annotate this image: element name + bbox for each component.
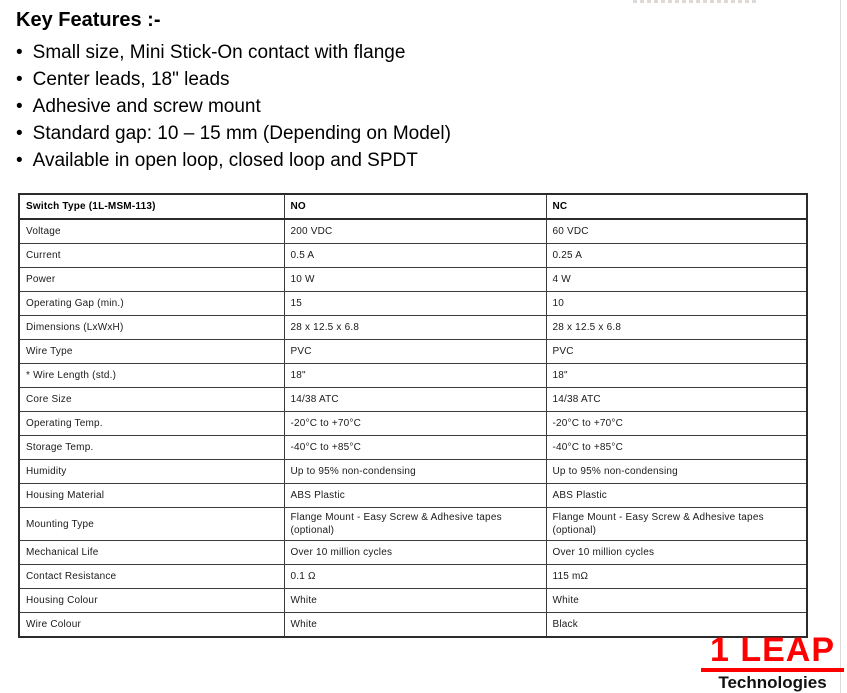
spec-value-cell: 115 mΩ <box>546 565 807 589</box>
column-header-nc: NC <box>546 194 807 219</box>
spec-value-cell: 4 W <box>546 268 807 292</box>
spec-value-cell: -20°C to +70°C <box>284 412 546 436</box>
feature-list <box>16 39 796 174</box>
table-row <box>19 460 807 484</box>
spec-value-cell: Over 10 million cycles <box>284 541 546 565</box>
logo-subtitle: Technologies <box>718 673 827 692</box>
spec-value-cell: White <box>284 613 546 638</box>
table-row <box>19 340 807 364</box>
table-row <box>19 484 807 508</box>
company-logo <box>701 633 844 692</box>
key-features-section <box>16 8 796 174</box>
spec-label-cell: Core Size <box>19 388 284 412</box>
spec-value-cell: White <box>546 589 807 613</box>
column-header-switch-type: Switch Type (1L-MSM-113) <box>19 194 284 219</box>
spec-label-cell: * Wire Length (std.) <box>19 364 284 388</box>
spec-value-cell: Over 10 million cycles <box>546 541 807 565</box>
spec-value-cell: 0.1 Ω <box>284 565 546 589</box>
table-row <box>19 364 807 388</box>
spec-label-cell: Voltage <box>19 219 284 244</box>
table-row <box>19 589 807 613</box>
table-row <box>19 268 807 292</box>
spec-value-cell: Flange Mount - Easy Screw & Adhesive tapes (optional) <box>546 508 807 541</box>
table-row <box>19 219 807 244</box>
section-title: Key Features :- <box>16 9 161 31</box>
spec-value-cell: White <box>284 589 546 613</box>
spec-value-cell: Up to 95% non-condensing <box>284 460 546 484</box>
spec-label-cell: Operating Gap (min.) <box>19 292 284 316</box>
table-row <box>19 508 807 541</box>
feature-item: • Available in open loop, closed loop and SPDT <box>16 147 796 174</box>
feature-item: • Small size, Mini Stick-On contact with flange <box>16 39 796 66</box>
spec-label-cell: Operating Temp. <box>19 412 284 436</box>
spec-value-cell: ABS Plastic <box>546 484 807 508</box>
feature-item: • Center leads, 18" leads <box>16 66 796 93</box>
spec-value-cell: 18" <box>546 364 807 388</box>
page-right-edge <box>840 0 841 693</box>
spec-label-cell: Housing Material <box>19 484 284 508</box>
spec-value-cell: 60 VDC <box>546 219 807 244</box>
spec-value-cell: 28 x 12.5 x 6.8 <box>284 316 546 340</box>
spec-label-cell: Current <box>19 244 284 268</box>
table-row <box>19 244 807 268</box>
spec-label-cell: Wire Colour <box>19 613 284 638</box>
spec-label-cell: Humidity <box>19 460 284 484</box>
spec-label-cell: Wire Type <box>19 340 284 364</box>
spec-label-cell: Storage Temp. <box>19 436 284 460</box>
spec-value-cell: -40°C to +85°C <box>284 436 546 460</box>
spec-value-cell: PVC <box>546 340 807 364</box>
spec-value-cell: Flange Mount - Easy Screw & Adhesive tapes (optional) <box>284 508 546 541</box>
logo-wordmark: 1 LEAP <box>701 633 844 672</box>
table-row <box>19 412 807 436</box>
spec-value-cell: -20°C to +70°C <box>546 412 807 436</box>
table-row <box>19 436 807 460</box>
spec-table-body <box>19 219 807 637</box>
spec-value-cell: Up to 95% non-condensing <box>546 460 807 484</box>
spec-label-cell: Mounting Type <box>19 508 284 541</box>
table-row <box>19 388 807 412</box>
table-row <box>19 565 807 589</box>
spec-value-cell: -40°C to +85°C <box>546 436 807 460</box>
column-header-no: NO <box>284 194 546 219</box>
table-row <box>19 292 807 316</box>
spec-value-cell: 15 <box>284 292 546 316</box>
spec-label-cell: Contact Resistance <box>19 565 284 589</box>
spec-value-cell: PVC <box>284 340 546 364</box>
spec-label-cell: Housing Colour <box>19 589 284 613</box>
spec-label-cell: Power <box>19 268 284 292</box>
table-row <box>19 316 807 340</box>
feature-item: • Standard gap: 10 – 15 mm (Depending on Model) <box>16 120 796 147</box>
feature-item: • Adhesive and screw mount <box>16 93 796 120</box>
table-header-row <box>19 194 807 219</box>
spec-value-cell: 18" <box>284 364 546 388</box>
spec-value-cell: 0.5 A <box>284 244 546 268</box>
table-row <box>19 613 807 638</box>
table-row <box>19 541 807 565</box>
spec-value-cell: 14/38 ATC <box>284 388 546 412</box>
spec-value-cell: ABS Plastic <box>284 484 546 508</box>
spec-value-cell: 10 <box>546 292 807 316</box>
spec-value-cell: 14/38 ATC <box>546 388 807 412</box>
spec-label-cell: Mechanical Life <box>19 541 284 565</box>
spec-value-cell: 0.25 A <box>546 244 807 268</box>
spec-value-cell: 28 x 12.5 x 6.8 <box>546 316 807 340</box>
spec-table <box>18 193 808 638</box>
cut-off-text-artifact <box>633 0 757 3</box>
spec-label-cell: Dimensions (LxWxH) <box>19 316 284 340</box>
spec-value-cell: 10 W <box>284 268 546 292</box>
spec-value-cell: 200 VDC <box>284 219 546 244</box>
spec-value-cell: Black <box>546 613 807 638</box>
